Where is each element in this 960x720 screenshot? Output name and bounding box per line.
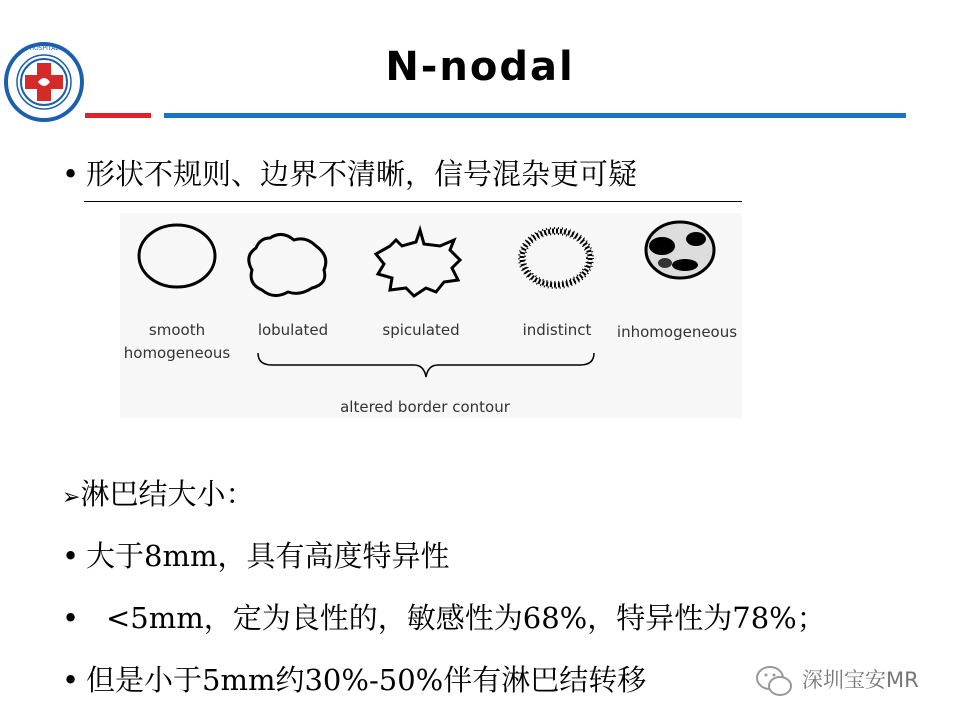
slide-title: N-nodal <box>385 44 575 90</box>
text-part: ，具有高度特异性 <box>217 539 450 573</box>
section-heading-text: 淋巴结大小： <box>80 477 255 511</box>
bullet-dot: • <box>62 663 80 697</box>
text-number: 78% <box>732 601 797 635</box>
text-part: 但是小于 <box>86 663 203 697</box>
svg-text:HOSPITAL: HOSPITAL <box>29 45 59 52</box>
label-indistinct: indistinct <box>522 321 592 339</box>
bullet-dot: • <box>62 601 80 635</box>
bullet-metastasis <box>62 658 646 699</box>
text-part: ； <box>796 601 826 635</box>
bullet-dot: • <box>62 539 80 573</box>
text-number: 8mm <box>144 539 218 573</box>
text-number: 30%-50% <box>304 663 444 697</box>
bullet-text: 形状不规则、边界不清晰，信号混杂更可疑 <box>86 157 638 191</box>
label-spiculated: spiculated <box>382 321 460 339</box>
label-altered-border: altered border contour <box>340 398 510 416</box>
label-smooth: smooth <box>148 321 206 339</box>
section-lymph-node-size <box>62 472 254 513</box>
bullet-dot: • <box>62 157 80 191</box>
title-underline-blue <box>164 113 906 118</box>
text-number: 68% <box>522 601 588 635</box>
text-number: 5mm <box>202 663 276 697</box>
label-inhomogeneous: inhomogeneous <box>616 323 738 341</box>
inhomogeneous-shape <box>646 222 714 278</box>
lobulated-shape <box>249 234 326 295</box>
nodule-shape-figure <box>120 213 742 418</box>
text-part: ，特异性为 <box>587 601 733 635</box>
smooth-shape <box>139 225 215 287</box>
title-underline-red <box>85 113 151 118</box>
wechat-icon <box>750 660 800 700</box>
text-part: 大于 <box>86 539 145 573</box>
brace <box>258 353 594 377</box>
bullet-less-5mm <box>62 596 826 637</box>
spiculated-shape <box>376 230 460 296</box>
indistinct-shape <box>519 228 593 288</box>
text-part: 伴有淋巴结转移 <box>443 663 647 697</box>
label-lobulated: lobulated <box>257 321 329 339</box>
arrow-bullet-icon: ➢ <box>62 485 81 510</box>
text-number: <5mm <box>106 601 204 635</box>
bullet-irregular-shape <box>62 152 637 193</box>
watermark-text: 深圳宝安MR <box>802 668 919 692</box>
text-part: ，定为良性的，敏感性为 <box>203 601 523 635</box>
text-underline <box>84 201 742 202</box>
label-homogeneous: homogeneous <box>123 344 231 362</box>
text-part: 约 <box>275 663 305 697</box>
bullet-greater-8mm <box>62 534 449 575</box>
